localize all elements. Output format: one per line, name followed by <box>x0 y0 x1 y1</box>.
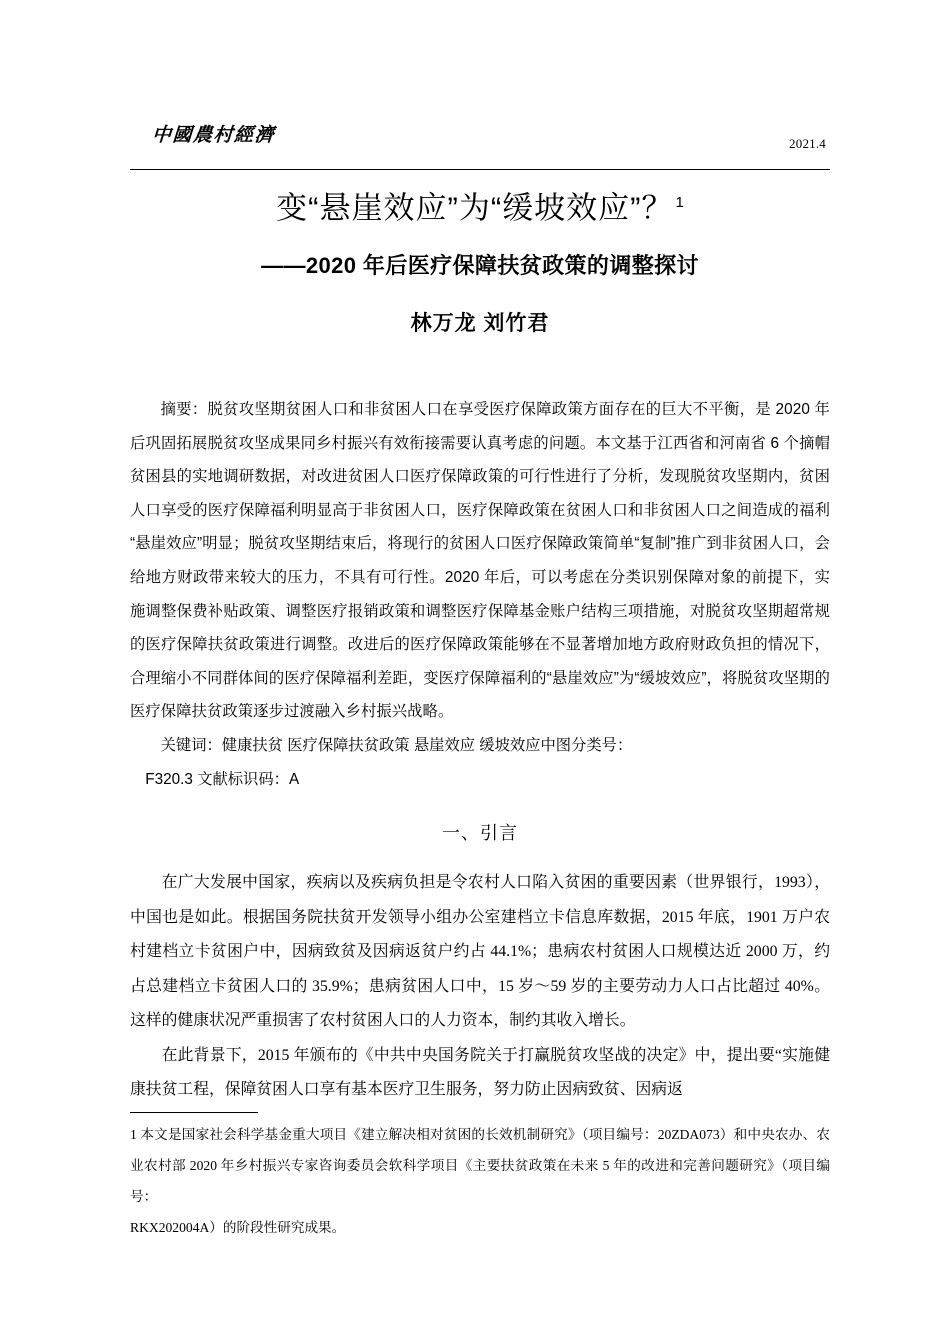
footnote-text <box>130 1119 830 1243</box>
header-divider <box>130 169 830 170</box>
body-paragraph: 在广大发展中国家，疾病以及疾病负担是令农村人口陷入贫困的重要因素（世界银行，1993），中国也是如此。根据国务院扶贫开发领导小组办公室建档立卡信息库数据，2015 年底，1901 万户农村建档立卡贫困户中，因病致贫及因病返贫户约占 44.1%；患病农村贫困人口规模达近 2000 万，约占总建档立卡贫困人口的 35.9%；患病贫困人口中，15 岁～59 岁的主要劳动力人口占比超过 40%。这样的健康状况严重损害了农村贫困人口的人力资本，制约其收入增长。 <box>130 874 830 1030</box>
footnote-line: 1 本文是国家社会科学基金重大项目《建立解决相对贫困的长效机制研究》（项目编号：20ZDA073）和中央农办、农业农村部 2020 年乡村振兴专家咨询委员会软科学项目《主要扶贫政策在未来 5 年的改进和完善问题研究》（项目编号： <box>130 1126 830 1204</box>
keywords-line: 关键词：健康扶贫 医疗保障扶贫政策 悬崖效应 缓坡效应中图分类号： <box>160 737 633 755</box>
article-title-text: 变“悬崖效应”为“缓坡效应”？ <box>276 190 674 226</box>
author-list: 林万龙 刘竹君 <box>410 312 550 336</box>
footnote-line: RKX202004A）的阶段性研究成果。 <box>130 1219 346 1235</box>
title-footnote-marker: 1 <box>675 194 684 211</box>
section-heading-introduction: 一、引言 <box>442 823 518 844</box>
issue-date: 2021.4 <box>789 136 826 151</box>
clc-code-line: F320.3 文献标识码：A <box>145 770 300 788</box>
footnote-divider <box>130 1112 258 1113</box>
abstract-paragraph: 摘要：脱贫攻坚期贫困人口和非贫困人口在享受医疗保障政策方面存在的巨大不平衡，是 2020 年后巩固拓展脱贫攻坚成果同乡村振兴有效衔接需要认真考虑的问题。本文基于江西省和河南省 6 个摘帽贫困县的实地调研数据，对改进贫困人口医疗保障政策的可行性进行了分析，发现脱贫攻坚期内，贫困人口享受的医疗保障福利明显高于非贫困人口，医疗保障政策在贫困人口和非贫困人口之间造成的福利“悬崖效应”明显；脱贫攻坚期结束后，将现行的贫困人口医疗保障政策简单“复制”推广到非贫困人口，会给地方财政带来较大的压力，不具有可行性。2020 年后，可以考虑在分类识别保障对象的前提下，实施调整保费补贴政策、调整医疗报销政策和调整医疗保障基金账户结构三项措施，对脱贫攻坚期超常规的医疗保障扶贫政策进行调整。改进后的医疗保障政策能够在不显著增加地方政府财政负担的情况下，合理缩小不同群体间的医疗保障福利差距，变医疗保障福利的“悬崖效应”为“缓坡效应”，将脱贫攻坚期的医疗保障扶贫政策逐步过渡融入乡村振兴战略。 <box>130 401 830 721</box>
page-content <box>130 0 830 1243</box>
article-subtitle: ——2020 年后医疗保障扶贫政策的调整探讨 <box>261 253 699 279</box>
section-body-introduction <box>130 866 830 1108</box>
journal-title: 中國農村經濟 <box>151 125 276 146</box>
running-head <box>130 124 830 170</box>
abstract-section <box>130 393 830 729</box>
footnote-area <box>130 1112 830 1243</box>
body-paragraph: 在此背景下，2015 年颁布的《中共中央国务院关于打赢脱贫攻坚战的决定》中，提出要“实施健康扶贫工程，保障贫困人口享有基本医疗卫生服务，努力防止因病致贫、因病返 <box>130 1046 830 1099</box>
article-title <box>130 182 830 229</box>
